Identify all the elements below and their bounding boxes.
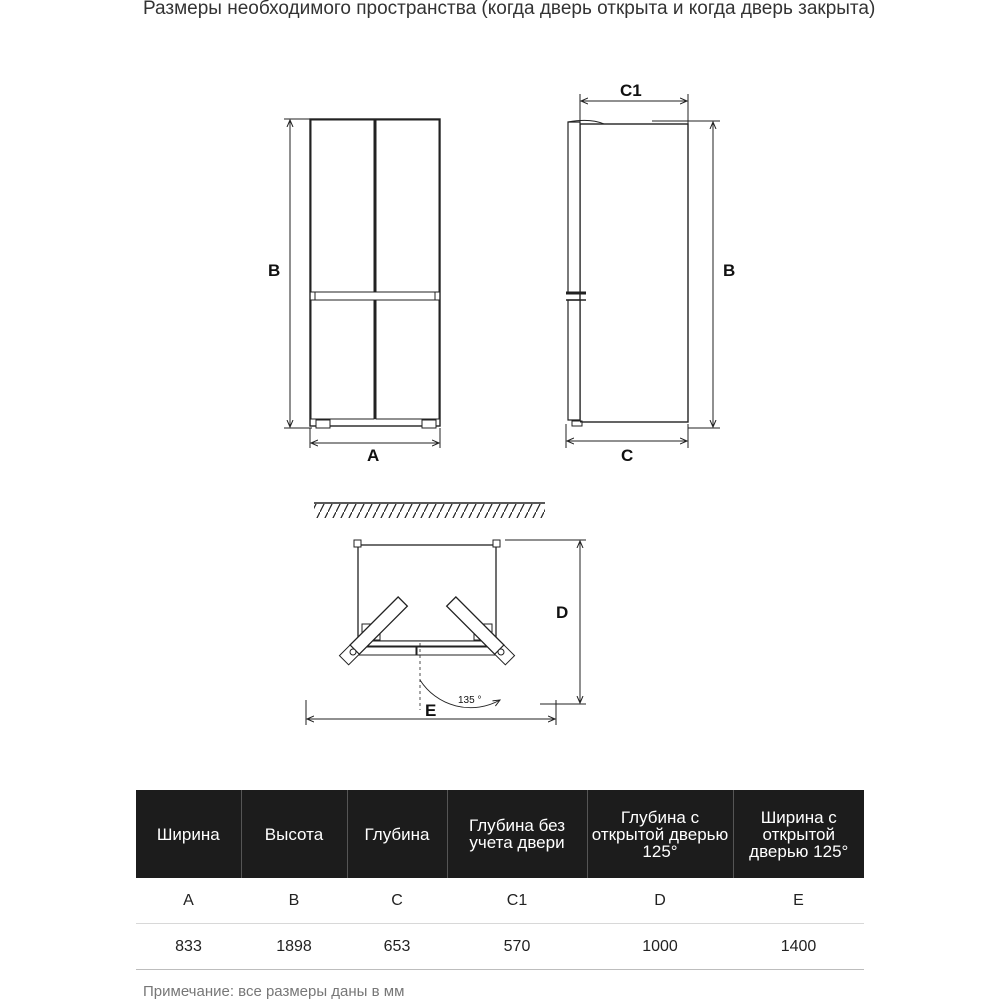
front-height-dimension <box>284 119 312 428</box>
side-height-label: B <box>723 261 736 280</box>
letter-cell: D <box>587 878 733 924</box>
table-row <box>136 878 864 924</box>
value-cell: 1000 <box>587 924 733 970</box>
header-width: Ширина <box>136 790 241 878</box>
side-depth-label: C <box>621 446 634 465</box>
letter-cell: C1 <box>447 878 587 924</box>
table-header-row <box>136 790 864 878</box>
top-depth-dimension <box>505 540 586 704</box>
value-cell: 570 <box>447 924 587 970</box>
side-depth-dimension <box>566 424 688 448</box>
footnote: Примечание: все размеры даны в мм <box>143 983 405 1000</box>
page-title: Размеры необходимого пространства (когда дверь открыта и когда дверь закрыта) <box>143 0 876 19</box>
header-depth-no-door: Глубина без учета двери <box>447 790 587 878</box>
wall-hatch <box>314 503 545 518</box>
letter-cell: C <box>347 878 447 924</box>
value-cell: 1898 <box>241 924 347 970</box>
front-width-dimension <box>310 428 440 448</box>
value-cell: 833 <box>136 924 241 970</box>
header-width-open-door: Ширина с открытой дверью 125° <box>733 790 864 878</box>
table-row <box>136 924 864 970</box>
value-cell: 1400 <box>733 924 864 970</box>
value-cell: 653 <box>347 924 447 970</box>
letter-cell: B <box>241 878 347 924</box>
top-depth-label: D <box>556 603 569 622</box>
header-depth-open-door: Глубина с открытой дверью 125° <box>587 790 733 878</box>
header-height: Высота <box>241 790 347 878</box>
header-depth: Глубина <box>347 790 447 878</box>
top-width-label: E <box>425 701 437 720</box>
dimensions-table <box>136 790 864 970</box>
side-view <box>566 120 688 426</box>
front-view <box>310 119 440 428</box>
front-width-label: A <box>367 446 380 465</box>
angle-label: 135 ° <box>458 695 482 706</box>
side-c1-label: C1 <box>620 81 642 100</box>
letter-cell: A <box>136 878 241 924</box>
letter-cell: E <box>733 878 864 924</box>
front-height-label: B <box>268 261 281 280</box>
top-view <box>339 540 514 665</box>
